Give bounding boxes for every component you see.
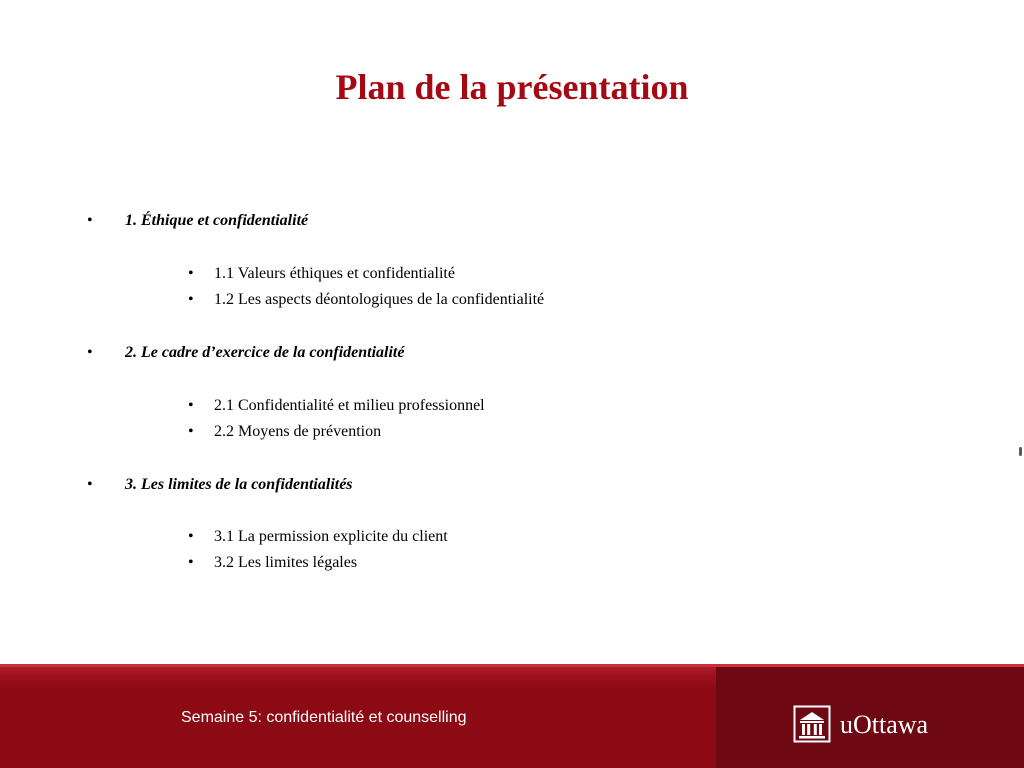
bullet: • bbox=[188, 291, 194, 308]
bullet: • bbox=[188, 554, 194, 571]
list-item-text: 3.2 Les limites légales bbox=[214, 554, 358, 571]
footer-caption-panel bbox=[0, 667, 716, 768]
section-title: 3. Les limites de la confidentialités bbox=[125, 476, 353, 493]
list-item-text: 3.1 La permission explicite du client bbox=[214, 528, 448, 545]
list-item-text: 2.1 Confidentialité et milieu professionnel bbox=[214, 397, 485, 414]
list-item-text: 1.1 Valeurs éthiques et confidentialité bbox=[214, 265, 455, 282]
list-item-text: 1.2 Les aspects déontologiques de la confidentialité bbox=[214, 291, 545, 308]
slide-title: Plan de la présentation bbox=[335, 67, 689, 107]
section-title: 2. Le cadre d’exercice de la confidentialité bbox=[125, 344, 405, 361]
bullet: • bbox=[188, 423, 194, 440]
bullet: • bbox=[87, 212, 93, 229]
list-item-text: 2.2 Moyens de prévention bbox=[214, 423, 382, 440]
uottawa-logo-text: uOttawa bbox=[840, 710, 929, 739]
bullet: • bbox=[87, 344, 93, 361]
bullet: • bbox=[188, 528, 194, 545]
edge-mark bbox=[1019, 447, 1022, 456]
bullet: • bbox=[188, 265, 194, 282]
bullet: • bbox=[87, 476, 93, 493]
section-title: 1. Éthique et confidentialité bbox=[125, 212, 309, 229]
bullet: • bbox=[188, 397, 194, 414]
building-columns-icon bbox=[793, 705, 831, 743]
footer-bar bbox=[0, 667, 1024, 768]
footer-caption: Semaine 5: confidentialité et counselling bbox=[181, 709, 467, 726]
